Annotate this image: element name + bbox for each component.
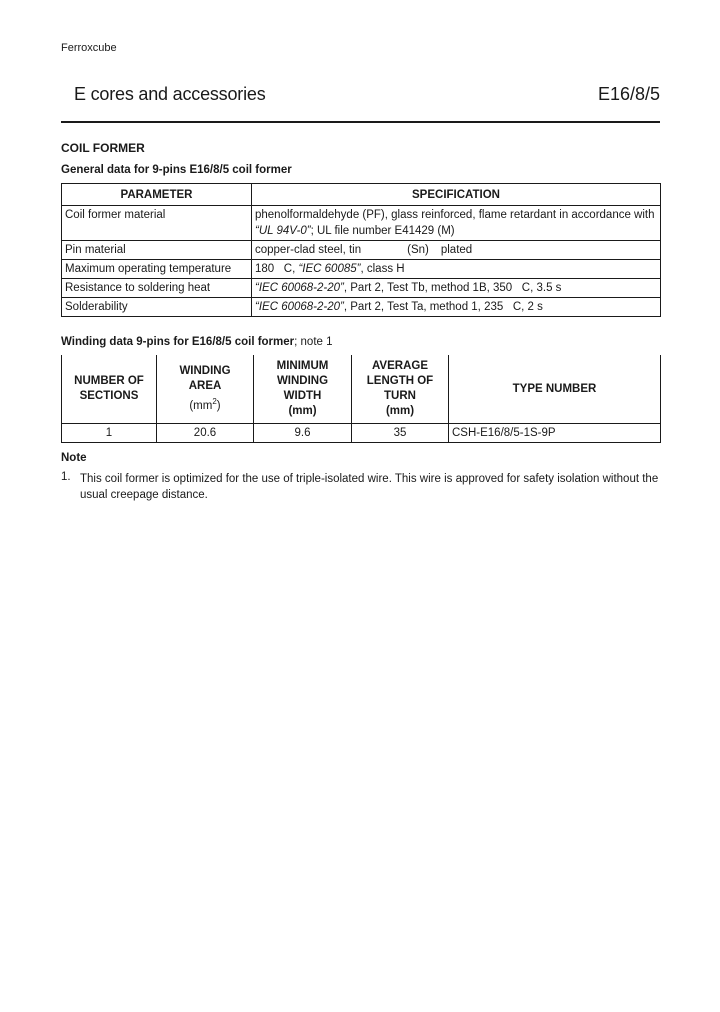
general-data-caption: General data for 9-pins E16/8/5 coil former bbox=[61, 164, 292, 176]
winding-area-cell: 20.6 bbox=[157, 424, 254, 443]
note-heading: Note bbox=[61, 452, 87, 464]
column-header-parameter: PARAMETER bbox=[62, 184, 252, 206]
table-row bbox=[62, 260, 661, 279]
table-row bbox=[62, 206, 661, 241]
parameter-cell: Pin material bbox=[62, 241, 252, 260]
header-divider bbox=[61, 121, 660, 123]
column-header-specification: SPECIFICATION bbox=[252, 184, 661, 206]
column-header-sections: NUMBER OF SECTIONS bbox=[62, 355, 157, 424]
note-number: 1. bbox=[61, 471, 71, 483]
specification-cell: phenolformaldehyde (PF), glass reinforced, flame retardant in accordance with “UL 94V-0”; UL file number E41429 (M) bbox=[252, 206, 661, 241]
table-row bbox=[62, 298, 661, 317]
type-number-cell: CSH-E16/8/5-1S-9P bbox=[449, 424, 661, 443]
column-header-turn-length: AVERAGE LENGTH OF TURN (mm) bbox=[352, 355, 449, 424]
specification-cell: “IEC 60068-2-20”, Part 2, Test Tb, method 1B, 350 C, 3.5 s bbox=[252, 279, 661, 298]
part-number: E16/8/5 bbox=[597, 84, 660, 104]
winding-width-cell: 9.6 bbox=[254, 424, 352, 443]
note-text: This coil former is optimized for the use of triple-isolated wire. This wire is approved for safety isolation without the usual creepage distance. bbox=[80, 473, 659, 501]
column-header-type-number: TYPE NUMBER bbox=[449, 355, 661, 424]
table-row bbox=[62, 241, 661, 260]
parameter-cell: Maximum operating temperature bbox=[62, 260, 252, 279]
section-title: COIL FORMER bbox=[61, 141, 145, 155]
parameter-cell: Resistance to soldering heat bbox=[62, 279, 252, 298]
general-data-table bbox=[61, 183, 661, 317]
table-header-row bbox=[62, 184, 661, 206]
specification-cell: 180 C, “IEC 60085”, class H bbox=[252, 260, 661, 279]
specification-cell: copper-clad steel, tin (Sn) plated bbox=[252, 241, 661, 260]
page-title: E cores and accessories bbox=[74, 84, 266, 104]
table-row bbox=[62, 424, 661, 443]
turn-length-cell: 35 bbox=[352, 424, 449, 443]
table-header-row bbox=[62, 355, 661, 424]
table-row bbox=[62, 279, 661, 298]
winding-data-caption: Winding data 9-pins for E16/8/5 coil former; note 1 bbox=[61, 336, 333, 348]
column-header-winding-width: MINIMUM WINDING WIDTH (mm) bbox=[254, 355, 352, 424]
column-header-winding-area: WINDING AREA $(mm^2)$ bbox=[157, 355, 254, 424]
sections-cell: 1 bbox=[62, 424, 157, 443]
winding-data-table bbox=[61, 355, 661, 443]
specification-cell: “IEC 60068-2-20”, Part 2, Test Ta, method 1, 235 C, 2 s bbox=[252, 298, 661, 317]
parameter-cell: Solderability bbox=[62, 298, 252, 317]
parameter-cell: Coil former material bbox=[62, 206, 252, 241]
company-name: Ferroxcube bbox=[61, 42, 117, 54]
